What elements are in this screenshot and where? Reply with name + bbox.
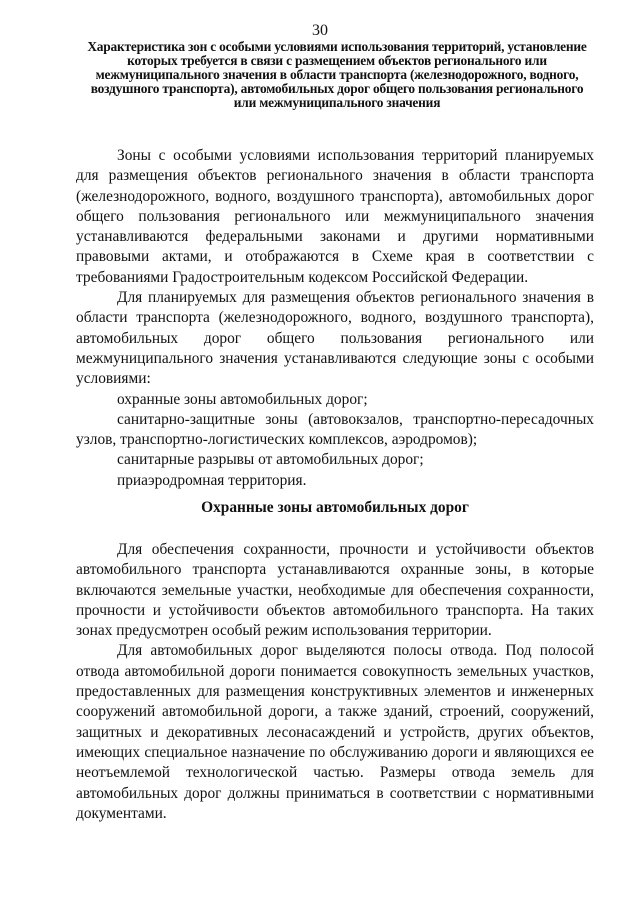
section-heading: Охранные зоны автомобильных дорог xyxy=(201,499,469,516)
intro-block xyxy=(76,146,594,491)
zone-list-item-1: охранные зоны автомобильных дорог; xyxy=(117,390,368,408)
section-block xyxy=(76,540,594,824)
intro-paragraph-1: Зоны с особыми условиями использования территорий планируемых для размещения объектов регионального значения в области транспорта (железнодорожного, водного, воздушного транспорта), автомобильных дорог общего пользования регионального или межмуниципального значения устанавливаются федеральными законами и другими нормативными правовыми актами, и отображаются в Схеме края в соответствии с требованиями Градостроительным кодексом Российской Федерации. xyxy=(76,147,594,286)
zone-list-item-4: приаэродромная территория. xyxy=(117,471,307,489)
page-number: 30 xyxy=(312,22,328,39)
section-paragraph-1: Для обеспечения сохранности, прочности и устойчивости объектов автомобильного транспорта устанавливаются охранные зоны, в которые включаются земельные участки, необходимые для обеспечения сохранности, прочности и устойчивости объектов автомобильного транспорта. На таких зонах предусмотрен особый режим использования территории. xyxy=(76,541,594,640)
section-paragraph-2: Для автомобильных дорог выделяются полосы отвода. Под полосой отвода автомобильной дороги понимается совокупность земельных участков, предоставленных для размещения конструктивных элементов и инженерных сооружений автомобильной дороги, а также зданий, строений, сооружений, защитных и декоративных лесонасаждений и устройств, других объектов, имеющих специальное назначение по обслуживанию дороги и являющихся ее неотъемлемой технологической частью. Размеры отвода земель для автомобильных дорог должны приниматься в соответствии с нормативными документами. xyxy=(76,642,594,822)
zone-list-item-3: санитарные разрывы от автомобильных дорог; xyxy=(117,451,424,469)
document-title: Характеристика зон с особыми условиями использования территорий, установление которых требуется в связи с размещением объектов регионального или межмуниципального значения в области транспорта (железнодорожного, водного, воздушного транспорта), автомобильных дорог общего пользования регионального или межмуниципального значения xyxy=(87,39,587,110)
intro-paragraph-2: Для планируемых для размещения объектов регионального значения в области транспорта (железнодорожного, водного, воздушного транспорта), автомобильных дорог общего пользования регионального или межмуниципального значения устанавливаются следующие зоны с особыми условиями: xyxy=(76,289,594,388)
zone-list-item-2: санитарно-защитные зоны (автовокзалов, транспортно-пересадочных узлов, транспортно-логистических комплексов, аэродромов); xyxy=(76,410,594,449)
